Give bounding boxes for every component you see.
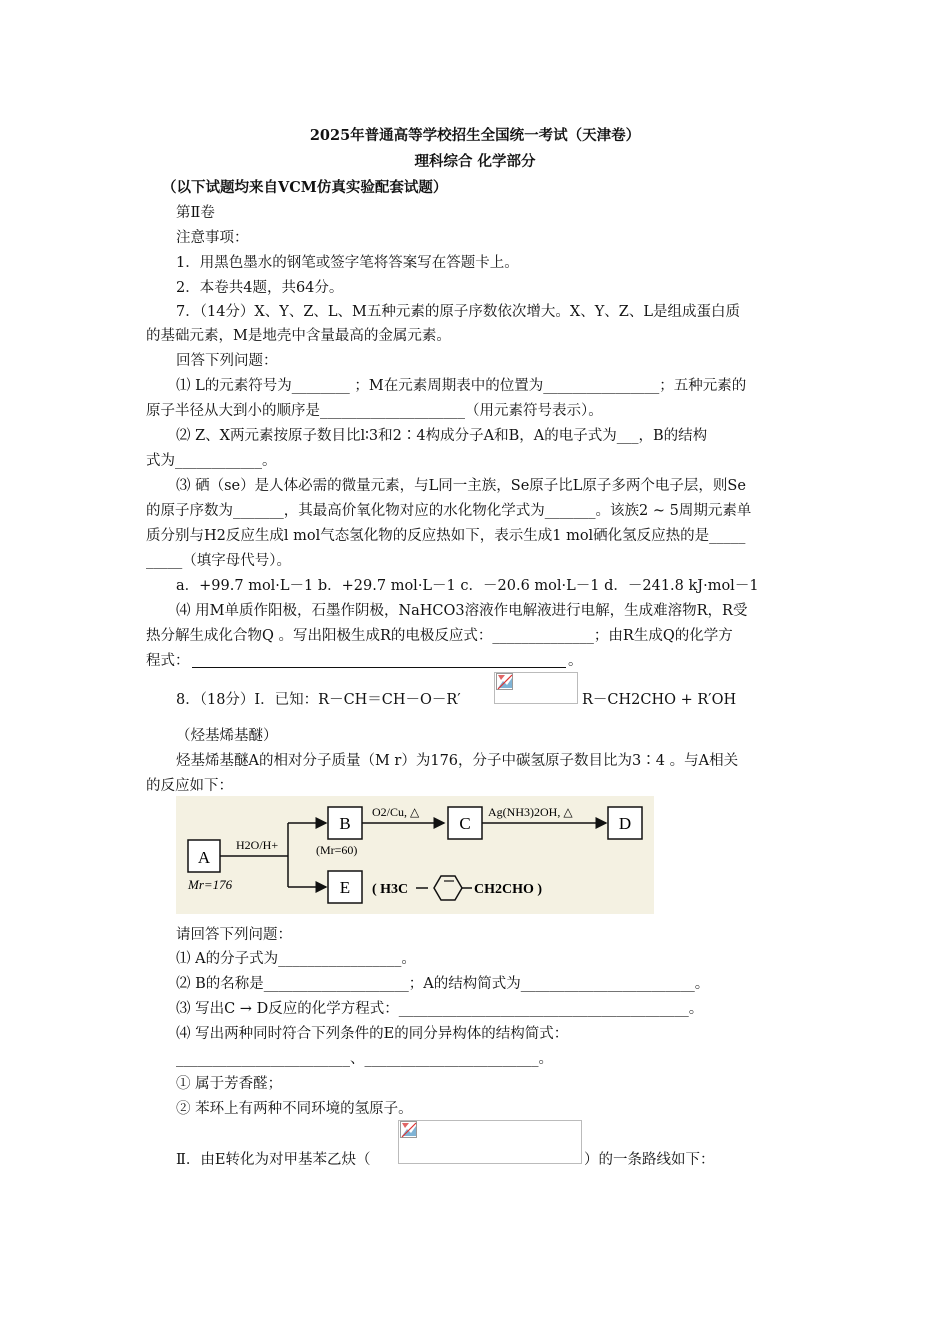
q8-prompt: 请回答下列问题： — [176, 927, 292, 943]
compound-b-mr: (Mr=60) — [316, 843, 358, 857]
q7-part2: 式为____________。 — [146, 453, 277, 469]
compound-e-formula-left: ( H3C — [372, 882, 409, 897]
structure-image-placeholder — [398, 1120, 582, 1164]
condition-hydrolysis: H2O/H+ — [236, 838, 279, 852]
answer-blank — [192, 666, 566, 668]
q8-condition: ① 属于芳香醛； — [176, 1076, 283, 1092]
q7-part3: 质分别与H2反应生成l mol气态氢化物的反应热如下，表示生成1 mol硒化氢反应热的是_____ — [146, 528, 746, 544]
q7-part3: 的原子序数为_______，其最高价氧化物对应的水化物化学式为_______。该族2 ~ 5周期元素单 — [146, 503, 752, 519]
notice-item: 1．用黑色墨水的钢笔或签字笔将答案写在答题卡上。 — [176, 255, 519, 271]
q7-options: a．+99.7 mol·L－1 b．+29.7 mol·L－1 c．－20.6 mol·L－1 d．－241.8 kJ·mol－1 — [176, 578, 759, 594]
q8-sub1: ⑴ A的分子式为_________________。 — [176, 951, 416, 967]
condition-oxidation: O2/Cu, △ — [372, 805, 420, 819]
q8-condition: ② 苯环上有两种不同环境的氢原子。 — [176, 1101, 413, 1117]
q8-sub4: ⑷ 写出两种同时符合下列条件的E的同分异构体的结构简式： — [176, 1026, 569, 1042]
broken-image-icon — [400, 1121, 418, 1139]
notice-item: 2．本卷共4题，共64分。 — [176, 280, 344, 296]
q7-part1: 原子半径从大到小的顺序是____________________（用元素符号表示）。 — [146, 403, 603, 419]
notice-heading: 注意事项： — [176, 230, 249, 246]
q8-part2: Ⅱ．由E转化为对甲基苯乙炔（ — [176, 1152, 371, 1168]
condition-silver-mirror: Ag(NH3)2OH, △ — [488, 805, 573, 819]
q7-line: 的基础元素，M是地壳中含量最高的金属元素。 — [146, 328, 451, 344]
q8-sub3: ⑶ 写出C → D反应的化学方程式：________________________________________。 — [176, 1001, 704, 1017]
q7-prompt: 回答下列问题： — [176, 353, 278, 369]
compound-b-label: B — [339, 814, 351, 833]
compound-a-label: A — [197, 848, 211, 867]
compound-c-label: C — [459, 814, 471, 833]
q7-part4: 程式： — [146, 653, 190, 669]
exam-title: 2025年普通高等学校招生全国统一考试（天津卷） — [309, 127, 641, 144]
compound-a-mr: Mr=176 — [188, 877, 233, 892]
q7-part3: _____（填字母代号）。 — [146, 553, 291, 569]
q8-sub4-blanks: ________________________、________________________。 — [176, 1051, 553, 1067]
compound-e-label: E — [339, 878, 351, 897]
q7-part3: ⑶ 硒（se）是人体必需的微量元素，与L同一主族，Se原子比L原子多两个电子层，则Se — [176, 478, 746, 494]
q8-intro: 烃基烯基醚A的相对分子质量（M r）为176，分子中碳氢原子数目比为3∶4 。与A相关 — [176, 753, 739, 769]
q8-part2-end: ）的一条路线如下： — [584, 1152, 715, 1168]
q7-part4: ⑷ 用M单质作阳极，石墨作阴极，NaHCO3溶液作电解液进行电解，生成难溶物R，R受 — [176, 603, 748, 619]
q7-part4-end: 。 — [568, 653, 583, 669]
compound-d-label: D — [618, 814, 632, 833]
benzene-ring — [434, 876, 462, 900]
broken-image-icon — [496, 673, 514, 691]
section-label: 第Ⅱ卷 — [176, 205, 215, 221]
compound-e-formula-right: CH2CHO ) — [474, 882, 543, 897]
exam-subtitle: 理科综合 化学部分 — [414, 153, 536, 170]
q8-line: 8．（18分）Ⅰ．已知：R－CH＝CH－O－R′ — [176, 692, 461, 708]
q7-part2: ⑵ Z、X两元素按原子数目比l∶3和2∶4构成分子A和B，A的电子式为___，B的结构 — [176, 428, 708, 444]
q8-name-note: （烃基烯基醚） — [176, 728, 278, 744]
q8-sub2: ⑵ B的名称是____________________；A的结构简式为________________________。 — [176, 976, 710, 992]
q8-intro: 的反应如下： — [146, 778, 233, 794]
q7-part4: 热分解生成化合物Q 。写出阳极生成R的电极反应式：______________；由R生成Q的化学方 — [146, 628, 733, 644]
reaction-scheme-figure — [176, 796, 654, 914]
q7-line: 7．（14分）X、Y、Z、L、M五种元素的原子序数依次增大。X、Y、Z、L是组成蛋白质 — [176, 304, 740, 320]
source-note: （以下试题均来自VCM仿真实验配套试题） — [162, 179, 448, 196]
q7-part1: ⑴ L的元素符号为________ ；M在元素周期表中的位置为________________；五种元素的 — [176, 378, 747, 394]
q8-line-product: R－CH2CHO + R′OH — [582, 692, 737, 708]
